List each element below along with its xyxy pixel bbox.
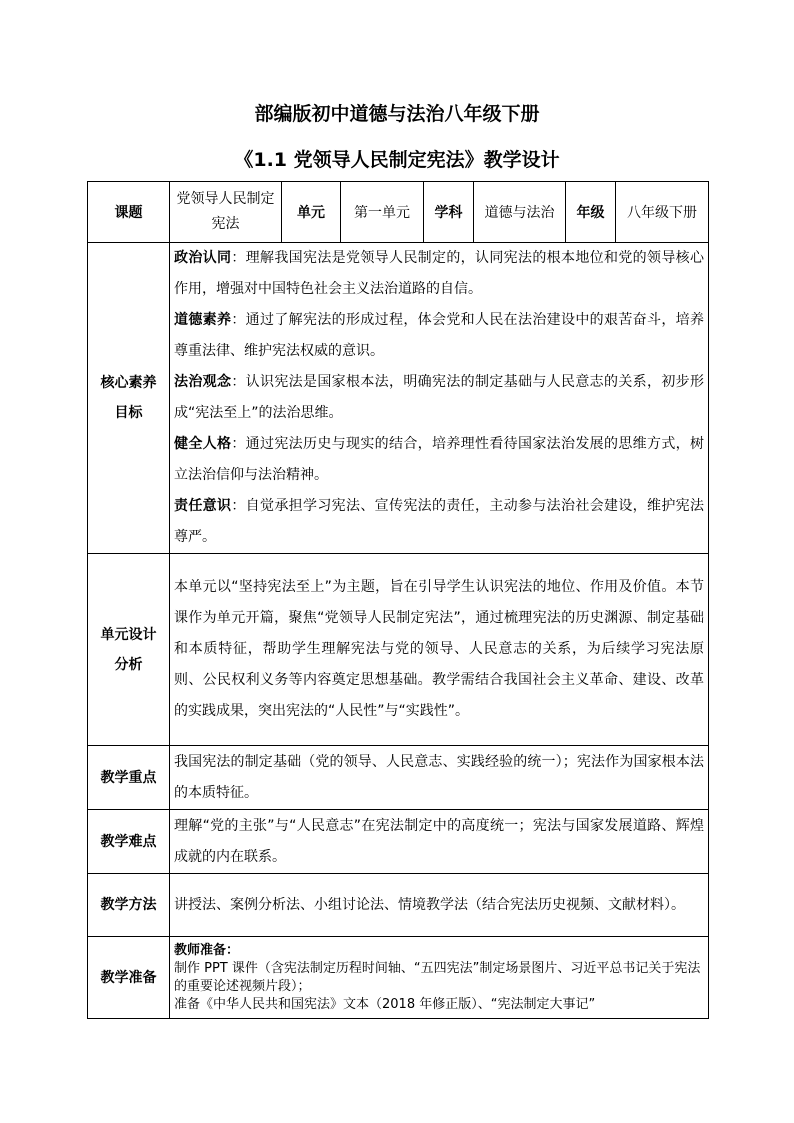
subject-label: 学科: [424, 182, 474, 243]
literacy-text: ：认识宪法是国家根本法，明确宪法的制定基础与人民意志的关系，初步形成“宪法至上”的法治思维。: [174, 374, 705, 421]
literacy-item: [174, 429, 704, 491]
unit-label: 单元: [282, 182, 341, 243]
literacy-text: ：通过了解宪法的形成过程，体会党和人民在法治建设中的艰苦奋斗，培养尊重法律、维护宪法权威的意识。: [174, 312, 705, 359]
literacy-text: ：自觉承担学习宪法、宣传宪法的责任，主动参与法治社会建设，维护宪法尊严。: [174, 498, 705, 545]
key-points-label: 教学重点: [88, 746, 170, 810]
difficulties-text: 理解“党的主张”与“人民意志”在宪法制定中的高度统一；宪法与国家发展道路、辉煌成就的内在联系。: [170, 810, 709, 874]
key-points-text: 我国宪法的制定基础（党的领导、人民意志、实践经验的统一）；宪法作为国家根本法的本质特征。: [170, 746, 709, 810]
preparation-heading: 教师准备：: [174, 942, 240, 958]
lesson-plan-table: [87, 181, 709, 1019]
core-literacy-content: [170, 243, 709, 554]
literacy-lead: 健全人格: [174, 436, 232, 452]
difficulties-label: 教学难点: [88, 810, 170, 874]
literacy-text: ：通过宪法历史与现实的结合，培养理性看待国家法治发展的思维方式，树立法治信仰与法治精神。: [174, 436, 705, 483]
literacy-lead: 责任意识: [174, 498, 232, 514]
subject-value: 道德与法治: [474, 182, 566, 243]
literacy-text: ：理解我国宪法是党领导人民制定的，认同宪法的根本地位和党的领导核心作用，增强对中国特色社会主义法治道路的自信。: [174, 250, 705, 297]
core-literacy-row: [88, 243, 709, 554]
literacy-item: [174, 367, 704, 429]
unit-analysis-row: [88, 554, 709, 746]
document-title: 部编版初中道德与法治八年级下册: [254, 103, 540, 125]
document-subtitle: 《1.1 党领导人民制定宪法》教学设计: [234, 149, 560, 171]
methods-label: 教学方法: [88, 874, 170, 937]
preparation-content: [170, 937, 709, 1019]
unit-analysis-text: 本单元以“坚持宪法至上”为主题，旨在引导学生认识宪法的地位、作用及价值。本节课作为单元开篇，聚焦“党领导人民制定宪法”，通过梳理宪法的历史渊源、制定基础和本质特征，帮助学生理解宪法与党的领导、人民意志的关系，为后续学习宪法原则、公民权利义务等内容奠定思想基础。教学需结合我国社会主义革命、建设、改革的实践成果，突出宪法的“人民性”与“实践性”。: [170, 554, 709, 746]
literacy-item: [174, 491, 704, 553]
unit-value: 第一单元: [341, 182, 424, 243]
unit-analysis-label: 单元设计分析: [88, 554, 170, 746]
preparation-label: 教学准备: [88, 937, 170, 1019]
grade-label: 年级: [566, 182, 616, 243]
difficulties-row: [88, 810, 709, 874]
literacy-lead: 道德素养: [174, 312, 232, 328]
preparation-row: [88, 937, 709, 1019]
literacy-item: [174, 243, 704, 305]
literacy-item: [174, 305, 704, 367]
preparation-line: 准备《中华人民共和国宪法》文本（2018 年修正版）、“宪法制定大事记”: [174, 996, 596, 1012]
literacy-lead: 政治认同: [174, 250, 232, 266]
literacy-lead: 法治观念: [174, 374, 232, 390]
key-points-row: [88, 746, 709, 810]
preparation-line: 制作 PPT 课件（含宪法制定历程时间轴、“五四宪法”制定场景图片、习近平总书记关于宪法的重要论述视频片段）；: [174, 960, 701, 994]
core-literacy-label: 核心素养目标: [88, 243, 170, 554]
topic-label: 课题: [88, 182, 170, 243]
header-row: [88, 182, 709, 243]
methods-text: 讲授法、案例分析法、小组讨论法、情境教学法（结合宪法历史视频、文献材料）。: [170, 874, 709, 937]
methods-row: [88, 874, 709, 937]
topic-value: 党领导人民制定宪法: [170, 182, 282, 243]
grade-value: 八年级下册: [616, 182, 709, 243]
